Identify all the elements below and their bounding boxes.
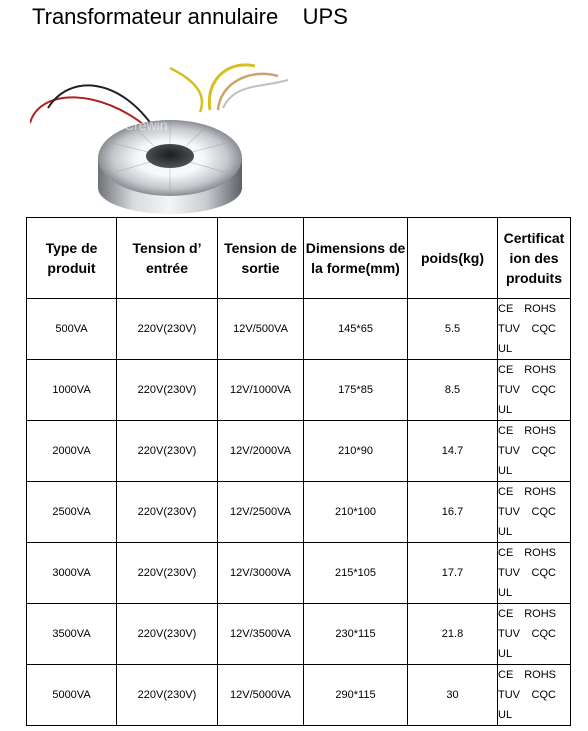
column-header: poids(kg): [408, 218, 498, 299]
cell-certifications: [498, 543, 571, 604]
certification-line: [498, 319, 570, 339]
column-header: Tension d’ entrée: [117, 218, 218, 299]
cell-output: 12V/2500VA: [218, 482, 304, 543]
certification-line: [498, 644, 570, 664]
cell-certifications: [498, 482, 571, 543]
certification-line: [498, 299, 570, 319]
column-header: Type de produit: [27, 218, 117, 299]
column-header: Tension de sortie: [218, 218, 304, 299]
certification-label: CQC: [531, 445, 556, 457]
cell-output: 12V/2000VA: [218, 421, 304, 482]
cell-certifications: [498, 360, 571, 421]
certification-label: ROHS: [524, 364, 556, 376]
certification-label: CQC: [531, 384, 556, 396]
certification-label: ROHS: [524, 608, 556, 620]
certification-line: [498, 461, 570, 481]
cell-weight: 30: [408, 665, 498, 726]
cell-input: 220V(230V): [117, 421, 218, 482]
cell-type: 2000VA: [27, 421, 117, 482]
certification-line: [498, 380, 570, 400]
certification-label: UL: [498, 526, 513, 538]
certification-line: [498, 685, 570, 705]
certification-label: CE: [498, 547, 514, 559]
certification-label: ROHS: [524, 303, 556, 315]
cell-weight: 16.7: [408, 482, 498, 543]
cell-type: 5000VA: [27, 665, 117, 726]
cell-dims: 290*115: [304, 665, 408, 726]
certification-label: UL: [498, 709, 513, 721]
table-row: [27, 543, 571, 604]
certification-label: ROHS: [524, 669, 556, 681]
cell-input: 220V(230V): [117, 482, 218, 543]
cell-weight: 5.5: [408, 299, 498, 360]
certification-line: [498, 339, 570, 359]
certification-label: TUV: [498, 506, 520, 518]
certification-label: TUV: [498, 689, 520, 701]
cell-dims: 145*65: [304, 299, 408, 360]
certification-line: [498, 421, 570, 441]
cell-weight: 14.7: [408, 421, 498, 482]
table-row: [27, 360, 571, 421]
certification-label: CQC: [531, 689, 556, 701]
certification-line: [498, 583, 570, 603]
certification-label: CE: [498, 486, 514, 498]
certification-label: CE: [498, 303, 514, 315]
cell-type: 1000VA: [27, 360, 117, 421]
certification-label: CQC: [531, 506, 556, 518]
certification-label: TUV: [498, 628, 520, 640]
certification-label: UL: [498, 648, 513, 660]
certification-label: TUV: [498, 567, 520, 579]
cell-dims: 210*90: [304, 421, 408, 482]
certification-label: CE: [498, 425, 514, 437]
cell-weight: 17.7: [408, 543, 498, 604]
cell-output: 12V/5000VA: [218, 665, 304, 726]
cell-type: 3000VA: [27, 543, 117, 604]
watermark-text: Crewin: [124, 117, 168, 133]
cell-certifications: [498, 665, 571, 726]
certification-label: TUV: [498, 445, 520, 457]
table-header-row: [27, 218, 571, 299]
certification-label: CQC: [531, 628, 556, 640]
cell-input: 220V(230V): [117, 543, 218, 604]
column-header: Dimensions de la forme(mm): [304, 218, 408, 299]
table-row: [27, 482, 571, 543]
certification-label: CE: [498, 608, 514, 620]
cell-output: 12V/3000VA: [218, 543, 304, 604]
cell-output: 12V/1000VA: [218, 360, 304, 421]
certification-line: [498, 482, 570, 502]
certification-label: UL: [498, 465, 513, 477]
certification-label: ROHS: [524, 486, 556, 498]
toroidal-transformer-image: [30, 48, 290, 216]
table-row: [27, 604, 571, 665]
cell-type: 500VA: [27, 299, 117, 360]
cell-input: 220V(230V): [117, 665, 218, 726]
certification-label: CE: [498, 364, 514, 376]
certification-line: [498, 400, 570, 420]
cell-type: 3500VA: [27, 604, 117, 665]
cell-dims: 230*115: [304, 604, 408, 665]
certification-line: [498, 441, 570, 461]
cell-certifications: [498, 604, 571, 665]
page-title: Transformateur annulaire UPS: [32, 4, 348, 29]
certification-line: [498, 543, 570, 563]
cell-type: 2500VA: [27, 482, 117, 543]
cell-weight: 8.5: [408, 360, 498, 421]
table-row: [27, 299, 571, 360]
cell-certifications: [498, 421, 571, 482]
certification-label: CE: [498, 669, 514, 681]
certification-line: [498, 665, 570, 685]
certification-label: CQC: [531, 323, 556, 335]
cell-certifications: [498, 299, 571, 360]
certification-label: CQC: [531, 567, 556, 579]
certification-line: [498, 360, 570, 380]
table-row: [27, 421, 571, 482]
table-row: [27, 665, 571, 726]
certification-label: UL: [498, 343, 513, 355]
cell-output: 12V/3500VA: [218, 604, 304, 665]
certification-line: [498, 705, 570, 725]
cell-input: 220V(230V): [117, 299, 218, 360]
cell-dims: 215*105: [304, 543, 408, 604]
certification-label: UL: [498, 587, 513, 599]
table-body: [27, 299, 571, 726]
column-header: Certificat ion des produits: [498, 218, 571, 299]
certification-line: [498, 522, 570, 542]
cell-dims: 210*100: [304, 482, 408, 543]
certification-line: [498, 502, 570, 522]
certification-line: [498, 604, 570, 624]
certification-label: UL: [498, 404, 513, 416]
certification-line: [498, 624, 570, 644]
cell-weight: 21.8: [408, 604, 498, 665]
cell-dims: 175*85: [304, 360, 408, 421]
cell-input: 220V(230V): [117, 360, 218, 421]
certification-label: TUV: [498, 384, 520, 396]
certification-line: [498, 563, 570, 583]
certification-label: TUV: [498, 323, 520, 335]
cell-output: 12V/500VA: [218, 299, 304, 360]
cell-input: 220V(230V): [117, 604, 218, 665]
product-spec-table: [26, 217, 571, 726]
certification-label: ROHS: [524, 547, 556, 559]
certification-label: ROHS: [524, 425, 556, 437]
